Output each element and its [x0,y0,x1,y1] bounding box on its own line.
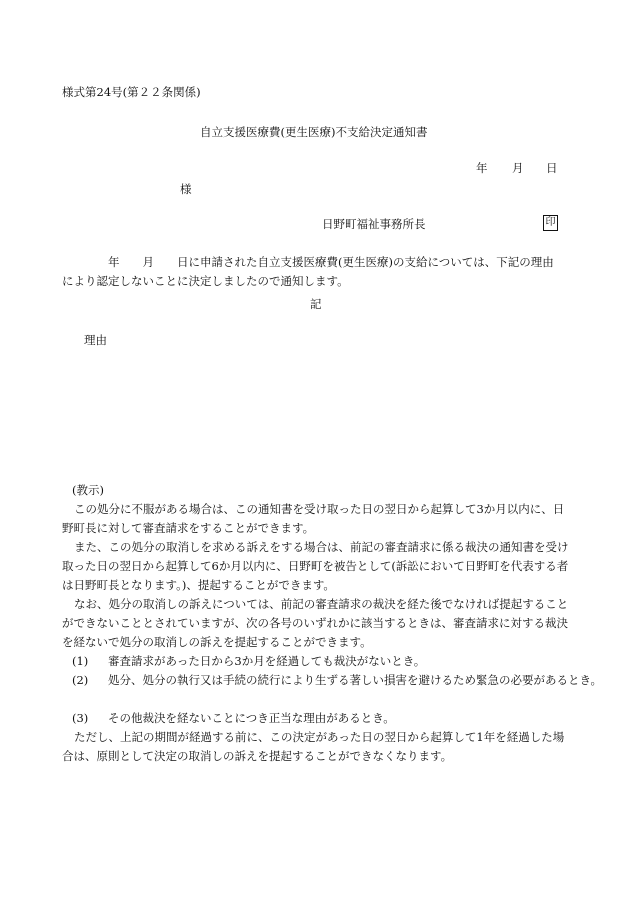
seal-mark: 印 [543,215,558,231]
form-number: 様式第24号(第２２条関係) [62,85,201,99]
notice-paragraph-3: なお、処分の取消しの訴えについては、前記の審査請求の裁決を経た後でなければ提起することができないこととされていますが、次の各号のいずれかに該当するときは、審査請求に対する裁決を経ないで処分の取消しの訴えを提起することができます。 [62,597,569,649]
issuer-name: 日野町福祉事務所長 [322,217,426,231]
notice-heading: (教示) [72,483,104,497]
notice-paragraph-1: この処分に不服がある場合は、この通知書を受け取った日の翌日から起算して3か月以内に、日野町長に対して審査請求をすることができます。 [62,502,565,535]
intro-line-2: により認定しないことに決定しましたので通知します。 [62,274,349,288]
item-number: (2) [72,673,89,687]
reason-label: 理由 [84,333,107,347]
item-text: 審査請求があった日から3か月を経過しても裁決がないとき。 [108,654,426,668]
notice-item-1 [72,652,608,671]
notice-paragraph-4: ただし、上記の期間が経過する前に、この決定があった日の翌日から起算して1年を経過した場合は、原則として決定の取消しの訴えを提起することができなくなります。 [62,730,565,763]
notice-item-2 [72,671,608,690]
document-title: 自立支援医療費(更生医療)不支給決定通知書 [200,125,428,139]
item-text: その他裁決を経ないことにつき正当な理由があるとき。 [108,711,395,725]
addressee-suffix: 様 [180,182,192,196]
date-month-label: 月 [512,161,524,175]
date-day-label: 日 [546,161,558,175]
item-number: (3) [72,711,89,725]
ki-marker: 記 [310,297,322,311]
intro-line-1: 年 月 日に申請された自立支援医療費(更生医療)の支給については、下記の理由 [108,255,554,269]
item-text: 処分、処分の執行又は手続の続行により生ずる著しい損害を避けるため緊急の必要があるとき。 [108,673,603,687]
notice-item-3 [72,709,608,728]
date-year-label: 年 [476,161,488,175]
item-number: (1) [72,654,89,668]
notice-paragraph-2: また、この処分の取消しを求める訴えをする場合は、前記の審査請求に係る裁決の通知書を受け取った日の翌日から起算して6か月以内に、日野町を被告として(訴訟において日野町を代表する者は日野町長となります。)、提起することができます。 [62,540,569,592]
